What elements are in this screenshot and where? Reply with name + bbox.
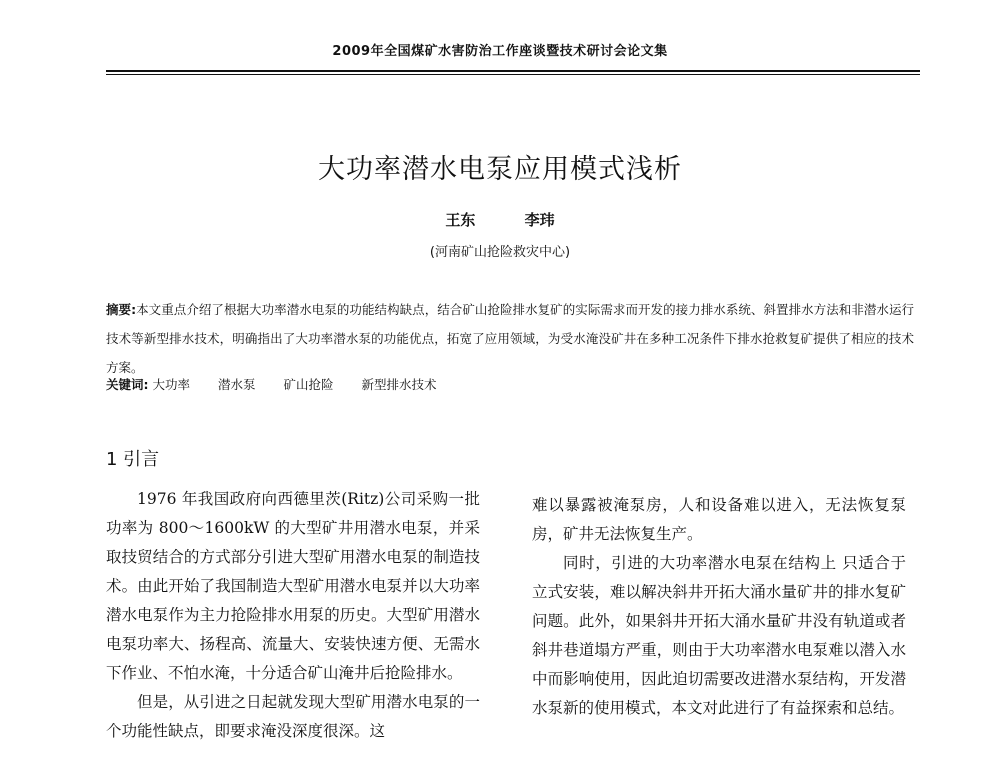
paper-title: 大功率潜水电泵应用模式浅析 — [318, 154, 682, 185]
body-paragraph: 但是，从引进之日起就发现大型矿用潜水电泵的一个功能性缺点，即要求淹没深度很深。这 — [106, 693, 480, 740]
left-column — [106, 485, 480, 746]
author-name: 李玮 — [524, 211, 555, 229]
keyword: 矿山抢险 — [283, 377, 334, 392]
affiliation: (河南矿山抢险救灾中心) — [429, 245, 571, 260]
right-column — [532, 491, 906, 723]
keywords — [106, 375, 914, 393]
header-rule-thin — [106, 74, 920, 75]
body-paragraph: 同时，引进的大功率潜水电泵在结构上 只适合于立式安装，难以解决斜井开拓大涌水量矿井的排水复矿问题。此外，如果斜井开拓大涌水量矿井没有轨道或者斜井巷道塌方严重，则由于大功率潜水电泵难以潜入水中而影响使用，因此迫切需要改进潜水泵结构，开发潜水泵新的使用模式，本文对此进行了有益探索和总结。 — [532, 554, 906, 717]
keywords-label: 关键词: — [106, 377, 149, 392]
running-header: 2009年全国煤矿水害防治工作座谈暨技术研讨会论文集 — [332, 44, 668, 59]
keyword: 新型排水技术 — [361, 377, 437, 392]
abstract — [106, 295, 914, 382]
author-name: 王东 — [445, 211, 476, 229]
abstract-text: 本文重点介绍了根据大功率潜水电泵的功能结构缺点，结合矿山抢险排水复矿的实际需求而开发的接力排水系统、斜置排水方法和非潜水运行技术等新型排水技术，明确指出了大功率潜水泵的功能优点，拓宽了应用领域，为受水淹没矿井在多种工况条件下排水抢救复矿提供了相应的技术方案。 — [106, 302, 914, 375]
body-paragraph: 难以暴露被淹泵房，人和设备难以进入，无法恢复泵房，矿井无法恢复生产。 — [532, 496, 906, 543]
keyword: 大功率 — [152, 377, 190, 392]
author-line — [0, 209, 1000, 230]
section-heading: 1 引言 — [106, 449, 160, 470]
keyword: 潜水泵 — [217, 377, 256, 392]
body-paragraph: 1976 年我国政府向西德里茨(Ritz)公司采购一批功率为 800～1600kW 的大型矿井用潜水电泵，并采取技贸结合的方式部分引进大型矿用潜水电泵的制造技术。由此开始了我国制造大型矿用潜水电泵并以大功率潜水电泵作为主力抢险排水用泵的历史。大型矿用潜水电泵功率大、扬程高、流量大、安装快速方便、无需水下作业、不怕水淹，十分适合矿山淹井后抢险排水。 — [106, 490, 480, 682]
header-rule-thick — [106, 70, 920, 72]
abstract-label: 摘要: — [106, 302, 137, 317]
